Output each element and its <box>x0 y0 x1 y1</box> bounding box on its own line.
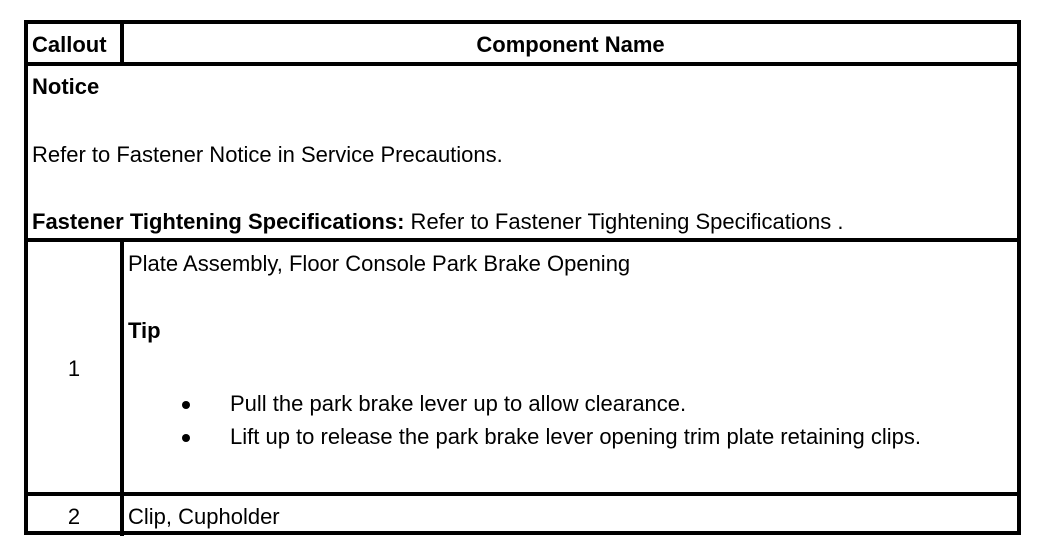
row1-callout: 1 <box>67 356 81 381</box>
header-callout: Callout <box>32 32 107 57</box>
row2-callout: 2 <box>67 504 81 529</box>
notice-text: Refer to Fastener Notice in Service Precautions. <box>32 142 503 167</box>
notice-separator <box>28 238 1017 242</box>
row1-divider <box>120 238 124 492</box>
row2-divider <box>120 492 124 536</box>
notice-spec-line <box>32 209 843 235</box>
bullet-icon <box>182 434 190 442</box>
row1-bullet-2: Lift up to release the park brake lever opening trim plate retaining clips. <box>230 424 921 449</box>
notice-title: Notice <box>32 74 100 99</box>
notice-spec-label: Fastener Tightening Specifications: <box>32 209 405 234</box>
header-separator <box>28 62 1017 66</box>
header-component-name: Component Name <box>476 32 665 57</box>
row2-component-name: Clip, Cupholder <box>128 504 280 529</box>
notice-spec-text: Refer to Fastener Tightening Specifications . <box>404 209 844 234</box>
components-table <box>24 20 1021 535</box>
row1-component-name: Plate Assembly, Floor Console Park Brake Opening <box>128 251 631 276</box>
row1-separator <box>28 492 1017 496</box>
row1-tip-label: Tip <box>128 318 161 343</box>
row1-bullet-1: Pull the park brake lever up to allow clearance. <box>230 391 687 416</box>
bullet-icon <box>182 401 190 409</box>
